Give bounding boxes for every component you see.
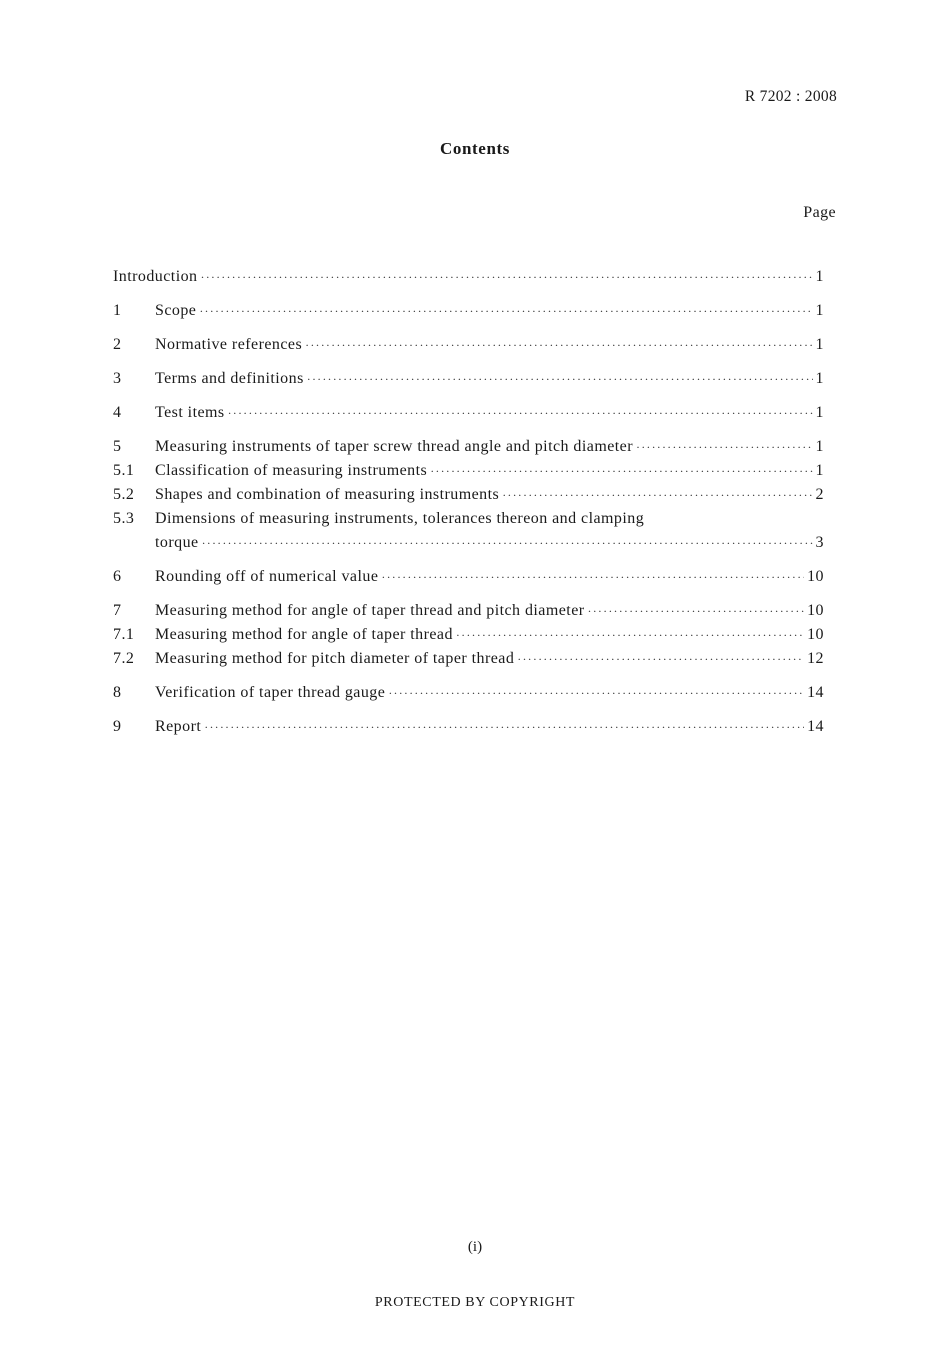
dot-leader <box>228 401 813 425</box>
dot-leader <box>307 367 813 391</box>
toc-entry-5-1[interactable] <box>113 459 824 483</box>
toc-label-continued: torque <box>155 534 199 551</box>
dot-leader <box>456 623 804 647</box>
toc-number: 7 <box>113 602 122 619</box>
dot-leader <box>588 599 805 623</box>
page-number: (i) <box>467 1239 483 1255</box>
toc-label: Report <box>155 718 202 735</box>
toc-number: 1 <box>113 302 122 319</box>
toc-number: 2 <box>113 336 122 353</box>
toc-entry-2[interactable] <box>113 333 824 357</box>
toc-label: Measuring instruments of taper screw thread angle and pitch diameter <box>155 438 633 455</box>
toc-entry-5-2[interactable] <box>113 483 824 507</box>
toc-label: Introduction <box>113 268 198 285</box>
toc-label: Measuring method for pitch diameter of taper thread <box>155 650 515 667</box>
toc-number: 5.3 <box>113 510 135 527</box>
toc-entry-7[interactable] <box>113 599 824 623</box>
toc-page: 14 <box>807 684 824 701</box>
dot-leader <box>502 483 812 507</box>
toc-entry-5-3[interactable] <box>113 507 824 555</box>
copyright-notice: PROTECTED BY COPYRIGHT <box>374 1295 576 1310</box>
toc-entry-7-2[interactable] <box>113 647 824 671</box>
page-title: Contents <box>440 139 510 158</box>
toc-number: 5.2 <box>113 486 135 503</box>
toc-label: Dimensions of measuring instruments, tolerances thereon and clamping <box>155 510 645 527</box>
toc-page: 1 <box>815 370 824 387</box>
toc-label: Scope <box>155 302 197 319</box>
toc-label: Measuring method for angle of taper thread and pitch diameter <box>155 602 585 619</box>
table-of-contents <box>113 265 824 739</box>
toc-number: 9 <box>113 718 122 735</box>
toc-number: 8 <box>113 684 122 701</box>
toc-entry-4[interactable] <box>113 401 824 425</box>
toc-label: Measuring method for angle of taper thread <box>155 626 453 643</box>
toc-number: 5 <box>113 438 122 455</box>
dot-leader <box>305 333 812 357</box>
dot-leader <box>430 459 812 483</box>
toc-number: 4 <box>113 404 122 421</box>
toc-number: 5.1 <box>113 462 135 479</box>
toc-label: Rounding off of numerical value <box>155 568 379 585</box>
dot-leader <box>201 265 813 289</box>
toc-page: 1 <box>815 268 824 285</box>
toc-number: 6 <box>113 568 122 585</box>
toc-entry-8[interactable] <box>113 681 824 705</box>
toc-entry-7-1[interactable] <box>113 623 824 647</box>
toc-page: 1 <box>815 302 824 319</box>
toc-entry-1[interactable] <box>113 299 824 323</box>
toc-page: 1 <box>815 336 824 353</box>
dot-leader <box>202 531 813 555</box>
toc-label: Shapes and combination of measuring instruments <box>155 486 500 503</box>
standard-code: R 7202 : 2008 <box>744 88 837 105</box>
dot-leader <box>199 299 812 323</box>
toc-entry-3[interactable] <box>113 367 824 391</box>
toc-label: Terms and definitions <box>155 370 304 387</box>
dot-leader <box>204 715 804 739</box>
toc-page: 12 <box>807 650 824 667</box>
toc-page: 10 <box>807 602 824 619</box>
toc-entry-6[interactable] <box>113 565 824 589</box>
page-column-label: Page <box>803 204 836 221</box>
toc-page: 10 <box>807 626 824 643</box>
toc-page: 1 <box>815 438 824 455</box>
toc-label: Verification of taper thread gauge <box>155 684 386 701</box>
toc-page: 1 <box>815 462 824 479</box>
toc-entry-introduction[interactable] <box>113 265 824 289</box>
toc-page: 10 <box>807 568 824 585</box>
dot-leader <box>381 565 804 589</box>
toc-label: Normative references <box>155 336 303 353</box>
toc-entry-9[interactable] <box>113 715 824 739</box>
dot-leader <box>517 647 804 671</box>
toc-page: 1 <box>815 404 824 421</box>
toc-number: 3 <box>113 370 122 387</box>
toc-label: Classification of measuring instruments <box>155 462 428 479</box>
toc-page: 3 <box>815 534 824 551</box>
toc-label: Test items <box>155 404 225 421</box>
toc-number: 7.2 <box>113 650 135 667</box>
toc-number: 7.1 <box>113 626 135 643</box>
toc-page: 14 <box>807 718 824 735</box>
toc-entry-5[interactable] <box>113 435 824 459</box>
toc-page: 2 <box>815 486 824 503</box>
dot-leader <box>636 435 813 459</box>
dot-leader <box>388 681 804 705</box>
